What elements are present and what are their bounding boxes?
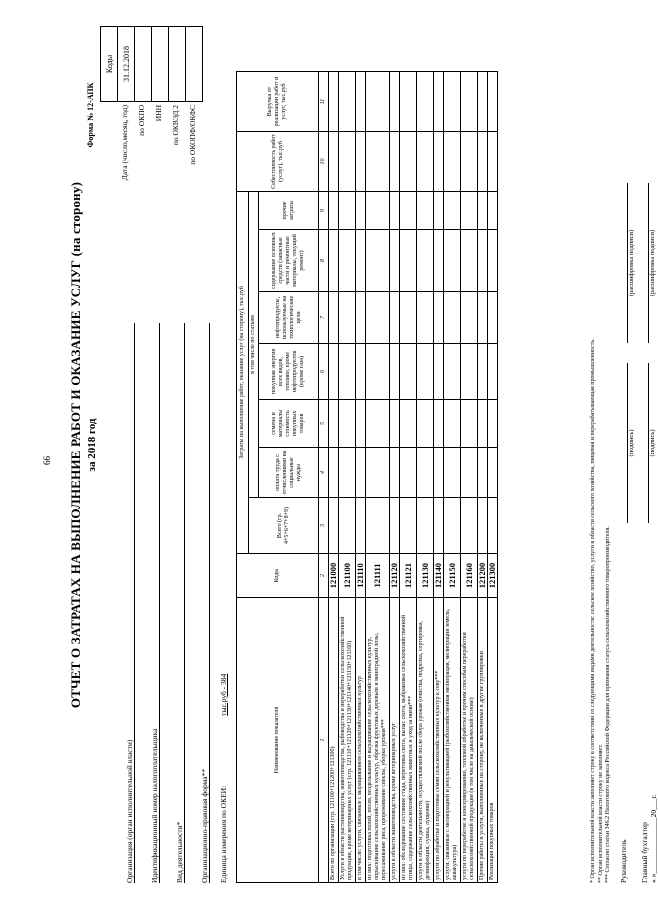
value-cell[interactable]	[434, 72, 444, 132]
costs-table	[236, 71, 498, 883]
row-indicator: Услуги в области растениеводства, животноводства, рыбоводства и переработки сельскохозяйственной продукции, кроме ветеринарных услуг (стр. 121110+121120+121130+121140+121150+121160)	[339, 598, 356, 883]
value-cell[interactable]	[366, 192, 390, 230]
value-cell[interactable]	[478, 400, 488, 448]
code-label-okpo: по ОКПО	[137, 105, 146, 136]
value-cell[interactable]	[478, 448, 488, 498]
value-cell[interactable]	[339, 292, 356, 344]
row-indicator: услуги по переработке и консервированию, тепловой обработке и прочим способам переработки сельскохозяйственной продукции (в том числе на давальческой основе)	[461, 598, 478, 883]
row-code: 121100	[339, 554, 356, 598]
date-field[interactable]: « »_______________20___г.	[649, 794, 658, 883]
col-num: 9	[319, 192, 329, 230]
col-indicator: Наименование показателя	[237, 598, 319, 883]
table-row	[329, 72, 339, 883]
value-cell[interactable]	[390, 230, 400, 292]
accountant-decoding-line[interactable]	[638, 183, 649, 343]
value-cell[interactable]	[366, 132, 390, 192]
head-signature-caption: (подпись)	[628, 429, 635, 457]
table-row	[478, 72, 488, 883]
value-cell[interactable]	[488, 192, 498, 230]
value-cell[interactable]	[329, 400, 339, 448]
value-cell[interactable]	[444, 132, 461, 192]
codes-table	[100, 26, 203, 102]
accountant-label: Главный бухгалтер	[640, 822, 649, 883]
table-row	[356, 72, 366, 883]
table-row	[366, 72, 390, 883]
value-cell[interactable]	[356, 448, 366, 498]
value-cell[interactable]	[444, 344, 461, 400]
accountant-signature-line[interactable]	[638, 363, 649, 523]
table-row	[339, 72, 356, 883]
col-num: 4	[319, 448, 329, 498]
value-cell[interactable]	[488, 344, 498, 400]
value-cell[interactable]	[329, 72, 339, 132]
row-indicator: услуги в области деятельности, осуществляемой после сбора урожая (очистка, подрезка, сортировка, дезинфекция, сушка, лущение)	[417, 598, 434, 883]
row-code: 121111	[366, 554, 390, 598]
col-seeds: семена и материалы стоимость покупных товаров	[259, 400, 319, 448]
row-indicator: услуги, связанные с мелиорацией и рекультивацией (рыбохозяйственная мелиорация, мелиорация земель, аквакультура)	[444, 598, 461, 883]
codes-header: Коды	[101, 27, 118, 102]
value-cell[interactable]	[390, 400, 400, 448]
value-cell[interactable]	[461, 292, 478, 344]
table-row	[417, 72, 434, 883]
value-cell[interactable]	[329, 448, 339, 498]
row-code: 121160	[461, 554, 478, 598]
table-row	[434, 72, 444, 883]
code-label-okved: по ОКВЭД 2	[171, 105, 180, 146]
col-labor: оплата труда с отчислениями на социальные нужды	[259, 448, 319, 498]
row-indicator: Всего по организации (стр. 121100+121200+121300)	[329, 598, 339, 883]
col-cost: Себестоимость работ (услуг), тыс.руб	[237, 132, 319, 192]
value-cell[interactable]	[461, 230, 478, 292]
value-cell[interactable]	[400, 230, 417, 292]
value-cell[interactable]	[488, 72, 498, 132]
value-cell[interactable]	[400, 292, 417, 344]
report-period: за 2018 год	[86, 418, 98, 472]
col-num: 10	[319, 132, 329, 192]
col-code: Коды	[237, 554, 319, 598]
value-cell[interactable]	[356, 498, 366, 554]
value-cell[interactable]	[366, 292, 390, 344]
value-cell[interactable]	[478, 230, 488, 292]
code-okopf[interactable]	[186, 27, 203, 102]
value-cell[interactable]	[339, 230, 356, 292]
code-okpo[interactable]	[135, 27, 152, 102]
footnote: ** Орган исполнительной власти строку не заполняет.	[597, 744, 604, 883]
table-row	[461, 72, 478, 883]
table-body	[329, 72, 498, 883]
value-cell[interactable]	[339, 448, 356, 498]
col-maint: содержание основных средств (запасные части и ремонтные материалы, текущий ремонт)	[259, 230, 319, 292]
value-cell[interactable]	[366, 230, 390, 292]
value-cell[interactable]	[488, 498, 498, 554]
row-code: 121110	[356, 554, 366, 598]
report-title: ОТЧЕТ О ЗАТРАТАХ НА ВЫПОЛНЕНИЕ РАБОТ И ОКАЗАНИЕ УСЛУГ (на сторону)	[68, 181, 83, 709]
value-cell[interactable]	[488, 292, 498, 344]
value-cell[interactable]	[329, 344, 339, 400]
value-cell[interactable]	[329, 292, 339, 344]
value-cell[interactable]	[417, 292, 434, 344]
value-cell[interactable]	[417, 498, 434, 554]
value-cell[interactable]	[366, 498, 390, 554]
value-cell[interactable]	[444, 498, 461, 554]
value-cell[interactable]	[339, 400, 356, 448]
value-cell[interactable]	[478, 192, 488, 230]
value-cell[interactable]	[400, 400, 417, 448]
value-cell[interactable]	[434, 448, 444, 498]
value-cell[interactable]	[488, 400, 498, 448]
value-cell[interactable]	[400, 498, 417, 554]
head-decoding-line[interactable]	[617, 183, 628, 343]
footnote: * Орган исполнительной власти заполняет строку в соответствии со следующими видами деятельности: сельское хозяйство, услуги в области сельского хозяйства, пищевая и перерабатывающая промышленность.	[590, 338, 596, 883]
col-num: 8	[319, 230, 329, 292]
value-cell[interactable]	[444, 448, 461, 498]
value-cell[interactable]	[400, 132, 417, 192]
value-cell[interactable]	[390, 192, 400, 230]
page-number: 66	[42, 456, 52, 465]
value-cell[interactable]	[366, 344, 390, 400]
code-inn[interactable]	[152, 27, 169, 102]
value-cell[interactable]	[356, 292, 366, 344]
footnotes	[590, 23, 613, 883]
head-label: Руководитель	[619, 839, 628, 883]
value-cell[interactable]	[400, 344, 417, 400]
legal-form-field[interactable]: Организационно-правовая форма**	[187, 323, 210, 883]
activity-field[interactable]: Вид деятельности*	[162, 323, 185, 883]
value-cell[interactable]	[434, 192, 444, 230]
value-cell[interactable]	[329, 498, 339, 554]
value-cell[interactable]	[434, 292, 444, 344]
col-fuel: покупная энергия всех видов, топливо, кроме нефтепродуктов (кроме газа)	[259, 344, 319, 400]
value-cell[interactable]	[390, 72, 400, 132]
value-cell[interactable]	[366, 72, 390, 132]
value-cell[interactable]	[488, 230, 498, 292]
unit-label: Единица измерения по ОКЕИ:	[219, 785, 228, 883]
footnote: *** Согласно статьи 346.2 Налогового кодекса Российской Федерации для признания статуса сельскохозяйственного товаропроизводителя.	[605, 526, 611, 883]
col-num: 5	[319, 400, 329, 448]
unit-value: тыс.руб - 384	[219, 673, 228, 716]
inn-field[interactable]: Идентификационный номер налогоплательщика	[137, 323, 160, 883]
organization-field[interactable]: Организация (орган исполнительной власти)	[112, 323, 135, 883]
value-cell[interactable]	[390, 292, 400, 344]
value-cell[interactable]	[461, 448, 478, 498]
accountant-decoding-caption: (расшифровка подписи)	[649, 229, 656, 297]
row-indicator: Реализация покупных товаров	[488, 598, 498, 883]
value-cell[interactable]	[488, 448, 498, 498]
value-cell[interactable]	[400, 448, 417, 498]
col-other: прочие затраты	[259, 192, 319, 230]
value-cell[interactable]	[339, 72, 356, 132]
value-cell[interactable]	[461, 72, 478, 132]
row-indicator: из них: обследование состояния стада, перегонка скота, выпас скота, выбраковка сельскохозяйственной птицы, содержание сельскохозяйственных животных и уход за ними***	[400, 598, 417, 883]
code-date[interactable]: 31.12.2018	[118, 27, 135, 102]
value-cell[interactable]	[434, 230, 444, 292]
col-oil: нефтепродукты, используемые на технологические цели	[259, 292, 319, 344]
value-cell[interactable]	[434, 498, 444, 554]
code-label-inn: ИНН	[154, 105, 163, 122]
value-cell[interactable]	[444, 292, 461, 344]
col-num: 11	[319, 72, 329, 132]
head-signature-line[interactable]	[617, 363, 628, 523]
value-cell[interactable]	[478, 498, 488, 554]
value-cell[interactable]	[417, 72, 434, 132]
col-total: Всего (гр. 4+5+6+7+8+9)	[249, 498, 319, 554]
value-cell[interactable]	[339, 498, 356, 554]
code-okved[interactable]	[169, 27, 186, 102]
table-row	[488, 72, 498, 883]
row-indicator: услуги по обработке и подготовке семян сельскохозяйственных культур к севу***	[434, 598, 444, 883]
code-label-okopf: по ОКОПФ/ОКФС	[188, 105, 197, 165]
value-cell[interactable]	[390, 498, 400, 554]
col-incl: в том числе по статьям	[249, 192, 259, 498]
signatures	[612, 23, 658, 883]
value-cell[interactable]	[356, 344, 366, 400]
col-num: 2	[319, 554, 329, 598]
row-code: 121140	[434, 554, 444, 598]
value-cell[interactable]	[417, 230, 434, 292]
value-cell[interactable]	[478, 132, 488, 192]
value-cell[interactable]	[390, 132, 400, 192]
value-cell[interactable]	[356, 230, 366, 292]
col-num: 1	[319, 598, 329, 883]
value-cell[interactable]	[356, 192, 366, 230]
value-cell[interactable]	[356, 400, 366, 448]
value-cell[interactable]	[444, 192, 461, 230]
row-code: 121121	[400, 554, 417, 598]
value-cell[interactable]	[434, 344, 444, 400]
col-num: 3	[319, 498, 329, 554]
row-indicator: из них: подготовка полей, посев, возделывание и выращивание сельскохозяйственных культур, опрыскивание сельскохозяйственных культур, обрезка фруктовых деревьев и виноградной лозы, пересаживание риса, прореживание свеклы, уборка урожая***	[366, 598, 390, 883]
value-cell[interactable]	[366, 448, 390, 498]
value-cell[interactable]	[329, 132, 339, 192]
value-cell[interactable]	[444, 400, 461, 448]
col-num: 7	[319, 292, 329, 344]
value-cell[interactable]	[434, 132, 444, 192]
value-cell[interactable]	[461, 132, 478, 192]
row-code: 121200	[478, 554, 488, 598]
value-cell[interactable]	[390, 448, 400, 498]
value-cell[interactable]	[488, 132, 498, 192]
value-cell[interactable]	[417, 400, 434, 448]
row-code: 121120	[390, 554, 400, 598]
value-cell[interactable]	[434, 400, 444, 448]
value-cell[interactable]	[400, 72, 417, 132]
value-cell[interactable]	[478, 72, 488, 132]
value-cell[interactable]	[417, 344, 434, 400]
row-indicator: услуги в области животноводства, кроме ветеринарных услуг	[390, 598, 400, 883]
col-group: Затраты на выполнение работ, оказание услуг (на сторону), тыс.руб	[237, 192, 249, 554]
value-cell[interactable]	[339, 344, 356, 400]
header-fields	[112, 323, 228, 883]
value-cell[interactable]	[461, 498, 478, 554]
table-row	[390, 72, 400, 883]
value-cell[interactable]	[461, 344, 478, 400]
col-num: 6	[319, 344, 329, 400]
row-code: 121300	[488, 554, 498, 598]
value-cell[interactable]	[444, 72, 461, 132]
row-indicator: в том числе: услуги, связанные с выращиванием сельскохозяйственных культур	[356, 598, 366, 883]
value-cell[interactable]	[329, 230, 339, 292]
head-decoding-caption: (расшифровка подписи)	[628, 229, 635, 297]
value-cell[interactable]	[366, 400, 390, 448]
table-row	[444, 72, 461, 883]
value-cell[interactable]	[444, 230, 461, 292]
code-label-date: Дата (число,месяц, год)	[120, 105, 129, 181]
row-code: 121130	[417, 554, 434, 598]
codes-labels	[100, 105, 202, 265]
row-code: 121150	[444, 554, 461, 598]
value-cell[interactable]	[356, 132, 366, 192]
value-cell[interactable]	[390, 344, 400, 400]
value-cell[interactable]	[339, 192, 356, 230]
value-cell[interactable]	[461, 192, 478, 230]
value-cell[interactable]	[356, 72, 366, 132]
form-name: Форма № 12-АПК	[86, 82, 95, 148]
value-cell[interactable]	[329, 192, 339, 230]
value-cell[interactable]	[417, 192, 434, 230]
value-cell[interactable]	[478, 344, 488, 400]
codes-label-header	[100, 105, 117, 265]
row-code: 121000	[329, 554, 339, 598]
table-row	[400, 72, 417, 883]
value-cell[interactable]	[417, 132, 434, 192]
accountant-signature-caption: (подпись)	[649, 429, 656, 457]
value-cell[interactable]	[478, 292, 488, 344]
value-cell[interactable]	[461, 400, 478, 448]
value-cell[interactable]	[339, 132, 356, 192]
value-cell[interactable]	[400, 192, 417, 230]
col-numbers-row	[319, 72, 329, 883]
value-cell[interactable]	[417, 448, 434, 498]
col-revenue: Выручка от реализации работ и услуг, тыс.руб	[237, 72, 319, 132]
row-indicator: Прочие работы и услуги, выполненные на сторону, не включенные в другие группировки	[478, 598, 488, 883]
